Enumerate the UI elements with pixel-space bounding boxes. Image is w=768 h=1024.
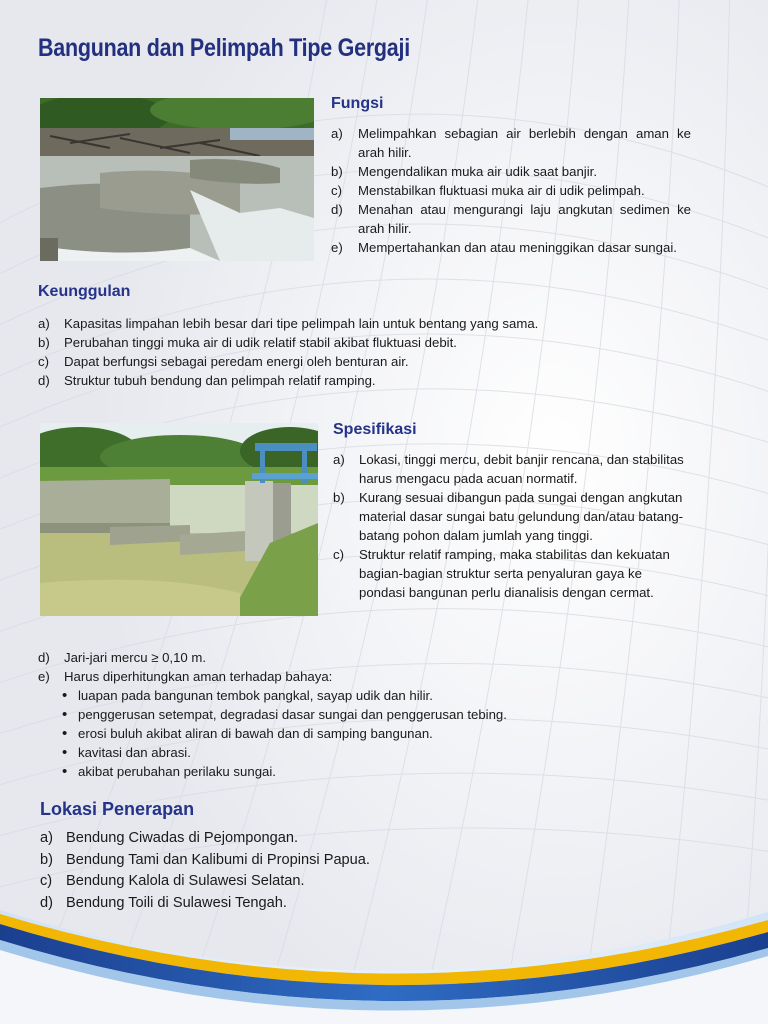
hazard-bullet-list (62, 686, 622, 781)
list-item: c) Menstabilkan fluktuasi muka air di udik pelimpah. (331, 183, 645, 198)
list-item: e) Harus diperhitungkan aman terhadap bahaya: (38, 669, 333, 684)
bullet-icon: • (62, 687, 68, 704)
spesifikasi-list-continued (38, 648, 638, 686)
keunggulan-list (38, 314, 598, 390)
page-title: Bangunan dan Pelimpah Tipe Gergaji (38, 34, 410, 62)
bullet-icon: • (62, 744, 68, 761)
list-item: d) Jari-jari mercu ≥ 0,10 m. (38, 650, 207, 665)
keunggulan-heading: Keunggulan (38, 283, 131, 300)
weir-overflow-photo (40, 98, 314, 261)
list-item: b) Perubahan tinggi muka air di udik relatif stabil akibat fluktuasi debit. (38, 335, 457, 350)
spesifikasi-list (333, 450, 685, 602)
list-item: c) Dapat berfungsi sebagai peredam energi oleh benturan air. (38, 354, 409, 369)
bullet-item: • erosi buluh akibat aliran di bawah dan di samping bangunan. (62, 725, 433, 742)
list-item: a) Bendung Ciwadas di Pejompongan. (40, 830, 299, 846)
list-item: d) Bendung Toili di Sulawesi Tengah. (40, 894, 287, 911)
bullet-item: • luapan pada bangunan tembok pangkal, sayap udik dan hilir. (62, 687, 433, 704)
list-item: d) Menahan atau mengurangi laju angkutan sedimen ke arah hilir. (331, 202, 691, 236)
list-item: d) Struktur tubuh bendung dan pelimpah relatif ramping. (38, 373, 376, 388)
list-item: a) Kapasitas limpahan lebih besar dari tipe pelimpah lain untuk bentang yang sama. (38, 316, 539, 331)
bullet-item: • penggerusan setempat, degradasi dasar sungai dan penggerusan tebing. (62, 706, 507, 723)
list-item: c) Struktur relatif ramping, maka stabilitas dan kekuatan bagian-bagian struktur serta penyaluran gaya ke pondasi bangunan perlu dianalisis dengan cermat. (333, 547, 670, 600)
lokasi-heading: Lokasi Penerapan (40, 799, 195, 819)
weir-structure-photo (40, 423, 318, 616)
list-item: c) Bendung Kalola di Sulawesi Selatan. (40, 873, 305, 889)
spesifikasi-heading: Spesifikasi (333, 421, 417, 438)
list-item: a) Lokasi, tinggi mercu, debit banjir rencana, dan stabilitas harus mengacu pada acuan normatif. (333, 452, 684, 486)
bullet-item: • kavitasi dan abrasi. (62, 744, 191, 761)
fungsi-list (331, 124, 691, 257)
bullet-icon: • (62, 706, 68, 723)
bullet-item: • akibat perubahan perilaku sungai. (62, 763, 276, 780)
fungsi-heading: Fungsi (331, 95, 384, 112)
list-item: a) Melimpahkan sebagian air berlebih dengan aman ke arah hilir. (331, 126, 691, 160)
list-item: b) Bendung Tami dan Kalibumi di Propinsi Papua. (40, 851, 370, 868)
list-item: b) Mengendalikan muka air udik saat banjir. (331, 164, 597, 179)
list-item: b) Kurang sesuai dibangun pada sungai dengan angkutan material dasar sungai batu gelundung dan/atau batang-batang pohon dalam jumlah yang tinggi. (333, 490, 684, 543)
list-item: e) Mempertahankan dan atau meninggikan dasar sungai. (331, 240, 677, 255)
bullet-icon: • (62, 763, 68, 780)
lokasi-list (40, 828, 540, 914)
bullet-icon: • (62, 725, 68, 742)
